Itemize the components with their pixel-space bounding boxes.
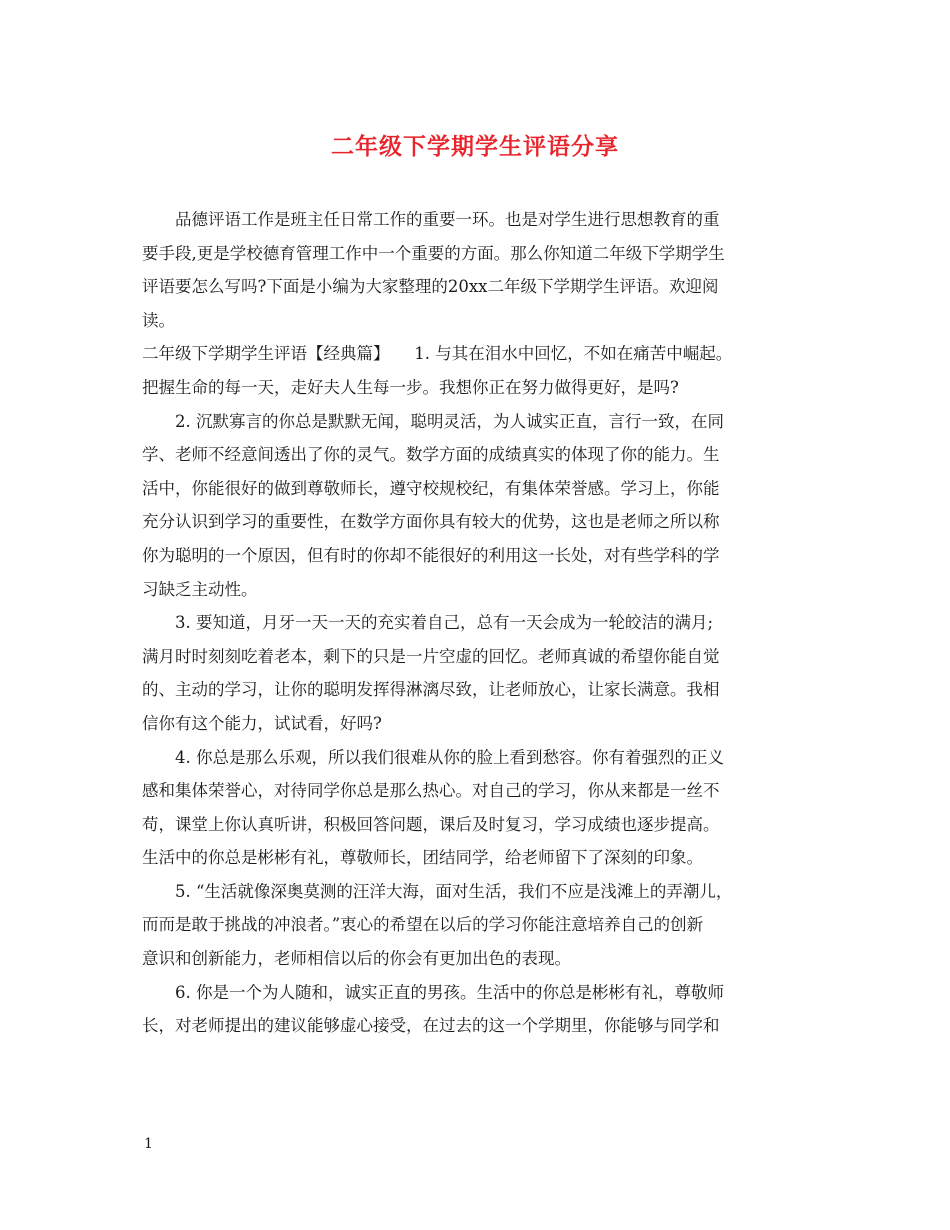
text-line: 要手段,更是学校德育管理工作中一个重要的方面。那么你知道二年级下学期学生 (142, 243, 725, 263)
text-line: 你为聪明的一个原因，但有时的你却不能很好的利用这一长处，对有些学科的学 (142, 545, 720, 565)
page-title: 二年级下学期学生评语分享 (331, 133, 619, 160)
text-line: 充分认识到学习的重要性，在数学方面你具有较大的优势，这也是老师之所以称 (142, 512, 720, 532)
text-line: 二年级下学期学生评语【经典篇】 1. 与其在泪水中回忆，不如在痛苦中崛起。 (142, 344, 733, 364)
text-line: 4. 你总是那么乐观，所以我们很难从你的脸上看到愁容。你有着强烈的正义 (142, 747, 724, 767)
text-line: 5. “生活就像深奥莫测的汪洋大海，面对生活，我们不应是浅滩上的弄潮儿， (142, 881, 733, 901)
text-line: 感和集体荣誉心，对待同学你总是那么热心。对自己的学习，你从来都是一丝不 (142, 781, 720, 801)
text-line: 3. 要知道，月牙一天一天的充实着自己，总有一天会成为一轮皎洁的满月; (142, 613, 714, 633)
text-line: 苟，课堂上你认真听讲，积极回答问题，课后及时复习，学习成绩也逐步提高。 (142, 814, 720, 834)
text-line: 活中，你能很好的做到尊敬师长，遵守校规校纪，有集体荣誉感。学习上，你能 (142, 478, 720, 498)
text-line: 信你有这个能力，试试看，好吗? (142, 713, 382, 733)
page-number: 1 (144, 1136, 153, 1152)
text-line: 而而是敢于挑战的冲浪者。”衷心的希望在以后的学习你能注意培养自己的创新 (142, 915, 704, 935)
text-line: 习缺乏主动性。 (142, 579, 258, 599)
text-line: 意识和创新能力，老师相信以后的你会有更加出色的表现。 (142, 949, 571, 969)
document-body (142, 203, 832, 1043)
text-line: 6. 你是一个为人随和，诚实正直的男孩。生活中的你总是彬彬有礼，尊敬师 (142, 982, 724, 1002)
text-line: 品德评语工作是班主任日常工作的重要一环。也是对学生进行思想教育的重 (142, 210, 720, 229)
text-line: 学、老师不经意间透出了你的灵气。数学方面的成绩真实的体现了你的能力。生 (142, 445, 720, 465)
text-line: 把握生命的每一天，走好夫人生每一步。我想你正在努力做得更好，是吗? (142, 377, 679, 397)
text-line: 长，对老师提出的建议能够虚心接受，在过去的这一个学期里，你能够与同学和 (142, 1016, 720, 1036)
text-line: 满月时时刻刻吃着老本，剩下的只是一片空虚的回忆。老师真诚的希望你能自觉 (142, 646, 720, 666)
text-line: 的、主动的学习，让你的聪明发挥得淋漓尽致，让老师放心，让家长满意。我相 (142, 680, 720, 700)
text-line: 评语要怎么写吗?下面是小编为大家整理的20xx二年级下学期学生评语。欢迎阅 (142, 277, 719, 297)
text-line: 生活中的你总是彬彬有礼，尊敬师长，团结同学，给老师留下了深刻的印象。 (142, 848, 703, 868)
text-line: 2. 沉默寡言的你总是默默无闻，聪明灵活，为人诚实正直，言行一致，在同 (142, 411, 724, 431)
text-line: 读。 (142, 310, 175, 330)
